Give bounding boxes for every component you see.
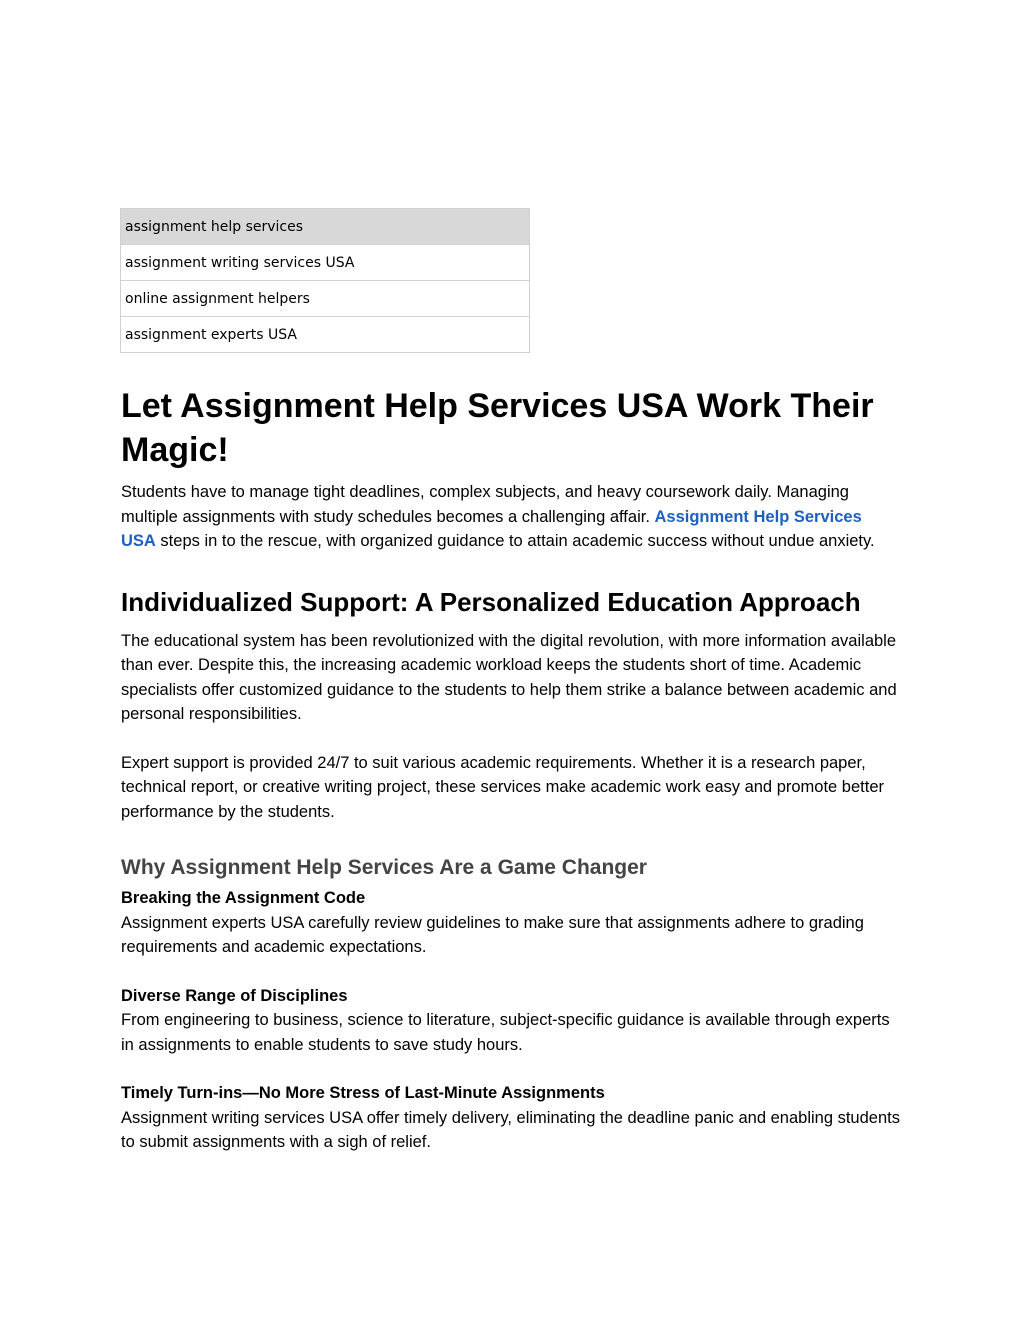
article-content — [121, 384, 901, 1155]
feature-text: Assignment writing services USA offer timely delivery, eliminating the deadline panic and enabling students to submit assignments with a sigh of relief. — [121, 1108, 900, 1151]
intro-text-before-link: Students have to manage tight deadlines, complex subjects, and heavy coursework daily. Managing multiple assignments with study schedules becomes a challenging affair. — [121, 483, 849, 526]
feature-text: Assignment experts USA carefully review guidelines to make sure that assignments adhere to grading requirements and academic expectations. — [121, 913, 864, 956]
section-paragraph: The educational system has been revolutionized with the digital revolution, with more information available than ever. Despite this, the increasing academic workload keeps the students short of time. Academic specialists offer customized guidance to the students to help them strike a balance between academic and personal responsibilities. — [121, 631, 897, 723]
keyword-cell: assignment help services — [121, 209, 530, 245]
keyword-table-row — [121, 317, 530, 353]
article-title: Let Assignment Help Services USA Work Their Magic! — [121, 387, 874, 469]
keyword-cell: online assignment helpers — [121, 281, 530, 317]
section-paragraph: Expert support is provided 24/7 to suit various academic requirements. Whether it is a research paper, technical report, or creative writing project, these services make academic work easy and promote better performance by the students. — [121, 753, 885, 821]
section-heading-game-changer: Why Assignment Help Services Are a Game Changer — [121, 856, 647, 879]
intro-paragraph — [121, 480, 901, 554]
keyword-cell: assignment writing services USA — [121, 245, 530, 281]
feature-title: Timely Turn-ins—No More Stress of Last-Minute Assignments — [121, 1084, 605, 1102]
assignment-help-services-link[interactable]: Assignment Help Services USA — [121, 507, 862, 550]
section-heading-individualized-support: Individualized Support: A Personalized Education Approach — [121, 586, 861, 617]
keyword-table-row — [121, 245, 530, 281]
keyword-table — [120, 208, 530, 353]
intro-text-after-link: steps in to the rescue, with organized guidance to attain academic success without undue anxiety. — [155, 532, 875, 550]
feature-item — [121, 1081, 901, 1155]
keyword-cell: assignment experts USA — [121, 317, 530, 353]
keyword-table-row — [121, 281, 530, 317]
feature-item — [121, 984, 901, 1058]
feature-item — [121, 886, 901, 960]
feature-title: Diverse Range of Disciplines — [121, 986, 348, 1005]
feature-title: Breaking the Assignment Code — [121, 889, 366, 907]
feature-list — [121, 886, 901, 1155]
keyword-table-header-row — [121, 209, 530, 245]
feature-text: From engineering to business, science to literature, subject-specific guidance is available through experts in assignments to enable students to save study hours. — [121, 1011, 890, 1054]
